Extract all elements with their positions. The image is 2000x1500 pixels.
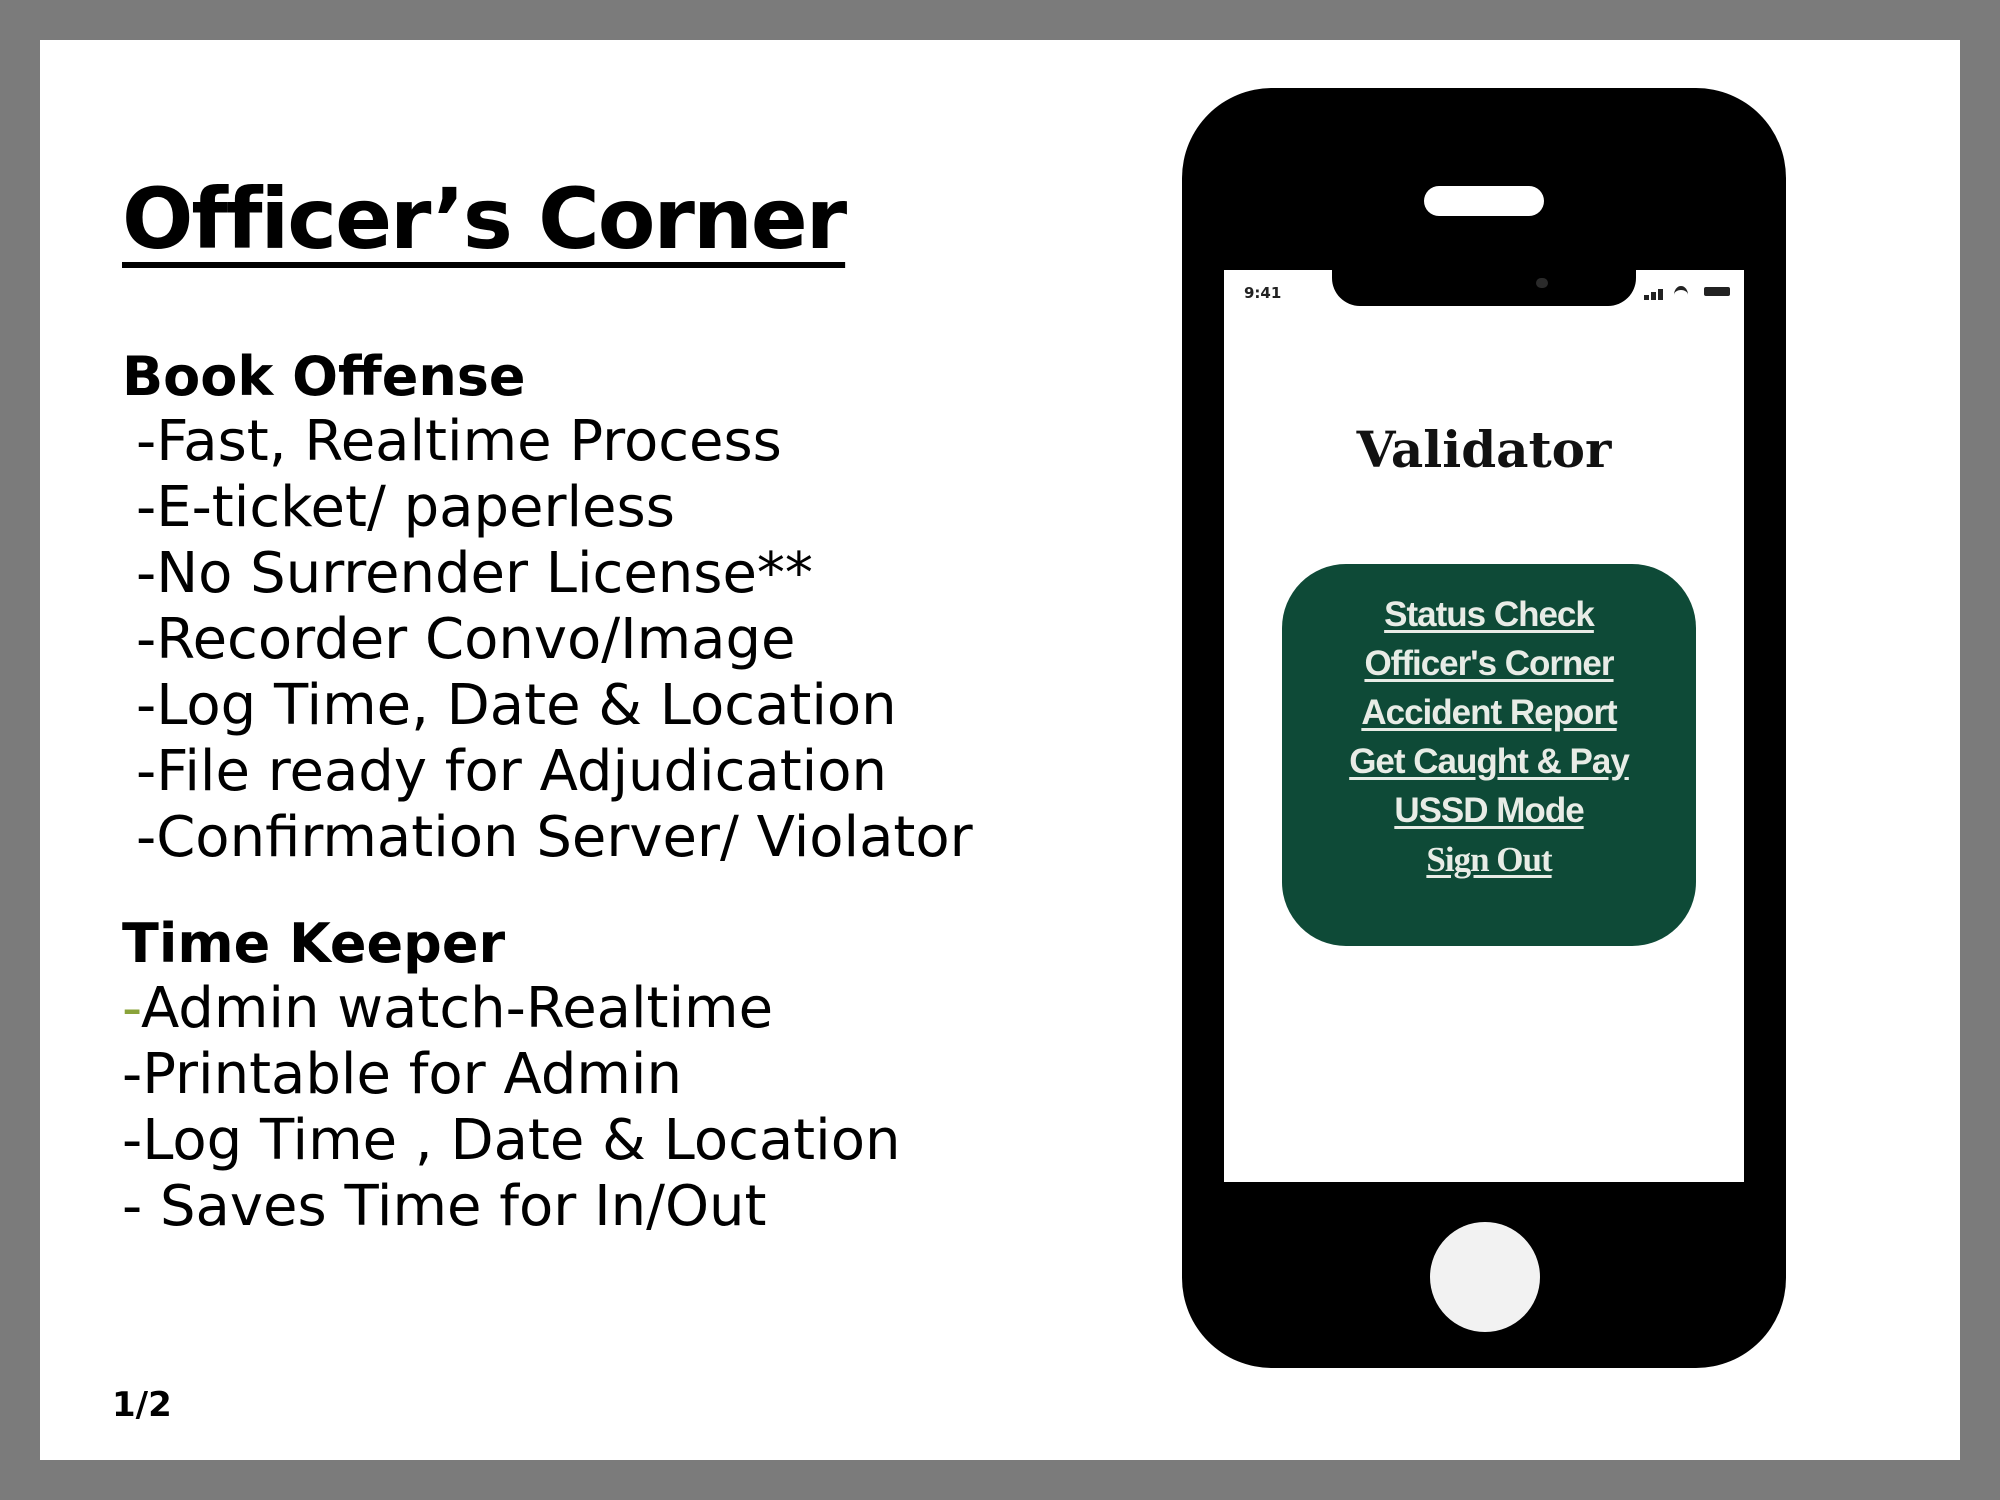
signal-icon [1644, 295, 1649, 300]
slide [40, 40, 1960, 1460]
list-item: -Confirmation Server/ Violator [136, 805, 973, 870]
home-button[interactable] [1430, 1222, 1540, 1332]
menu-item-ussd-mode[interactable]: USSD Mode [1394, 791, 1584, 830]
menu-item-accident-report[interactable]: Accident Report [1361, 693, 1617, 732]
speaker-icon [1424, 186, 1544, 216]
page-number: 1/2 [112, 1385, 172, 1425]
battery-icon [1704, 287, 1730, 296]
notch [1332, 270, 1636, 306]
signal-icon [1658, 289, 1663, 300]
list-item: -E-ticket/ paperless [136, 475, 675, 540]
status-time: 9:41 [1244, 284, 1282, 302]
green-dash: - [122, 976, 141, 1041]
menu-card [1282, 564, 1696, 946]
book-offense-section [122, 345, 973, 871]
menu-item-sign-out[interactable]: Sign Out [1426, 840, 1552, 879]
wifi-icon [1674, 286, 1688, 304]
menu-item-get-caught-pay[interactable]: Get Caught & Pay [1349, 742, 1629, 781]
list-item-text: Admin watch-Realtime [140, 976, 774, 1041]
time-keeper-heading: Time Keeper [122, 912, 506, 975]
menu-item-status-check[interactable]: Status Check [1384, 595, 1594, 634]
list-item: -Printable for Admin [122, 1042, 682, 1107]
status-icons [1640, 284, 1730, 300]
list-item: -No Surrender License** [136, 541, 813, 606]
list-item [122, 976, 900, 1042]
app-title: Validator [1356, 420, 1612, 479]
list-item: - Saves Time for In/Out [122, 1174, 767, 1239]
signal-icon [1651, 292, 1656, 300]
menu-list [1282, 590, 1696, 884]
list-item: -Fast, Realtime Process [136, 409, 782, 474]
book-offense-list [122, 409, 973, 871]
phone-screen [1224, 270, 1744, 1182]
list-item: -Log Time , Date & Location [122, 1108, 901, 1173]
menu-item-officers-corner[interactable]: Officer's Corner [1364, 644, 1614, 683]
time-keeper-list [122, 976, 900, 1240]
phone-mockup [1182, 88, 1786, 1368]
book-offense-heading: Book Offense [122, 345, 526, 408]
time-keeper-section [122, 912, 900, 1240]
camera-icon [1536, 278, 1548, 288]
list-item: -File ready for Adjudication [136, 739, 887, 804]
list-item: -Log Time, Date & Location [136, 673, 897, 738]
list-item: -Recorder Convo/Image [136, 607, 796, 672]
slide-title: Officer’s Corner [122, 170, 846, 268]
